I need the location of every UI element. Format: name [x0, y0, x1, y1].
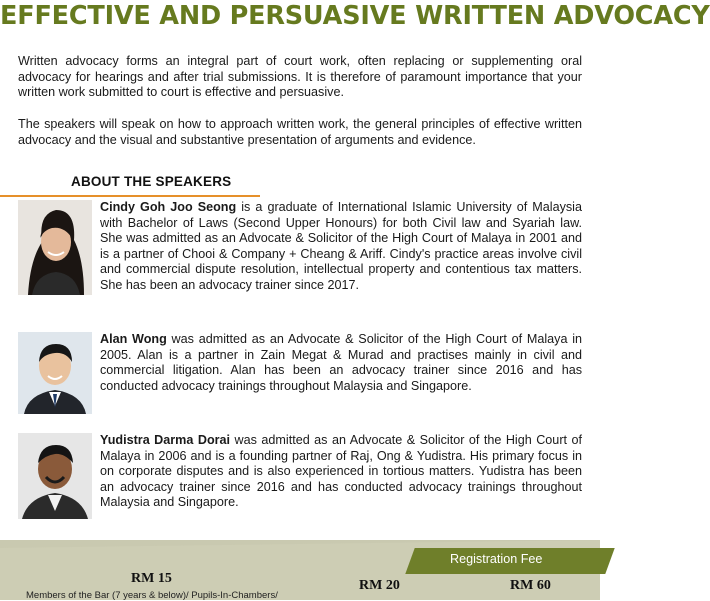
speaker-name: Alan Wong: [100, 332, 167, 346]
page-title: EFFECTIVE AND PERSUASIVE WRITTEN ADVOCACY: [0, 1, 710, 31]
speaker-card: [18, 200, 582, 312]
speaker-card: [18, 332, 582, 414]
speaker-bio: is a graduate of International Islamic University of Malaysia with Bachelor of Laws (Second Upper Honours) for both Civil law and Syariah law. She was admitted as an Advocate & Solicitor of the High Court of Malaya in 2001 and is a partner of Chooi & Company + Cheang & Ariff. Cindy's practice areas involve civil and commercial dispute resolution, intellectual property and contentious tax matters. She has been an advocacy trainer since 2017.: [100, 200, 582, 292]
fee-description: Members of the Bar (7 years & below)/ Pupils-In-Chambers/: [26, 590, 278, 601]
speaker-name: Yudistra Darma Dorai: [100, 433, 231, 447]
speaker-bio: was admitted as an Advocate & Solicitor of the High Court of Malaya in 2006 and is a founding partner of Raj, Ong & Yudistra. His primary focus in on corporate disputes and is also experienced in tortious matters. Yudistra has been an advocacy trainer since 2016 and has conducted advocacy trainings throughout Malaysia and Singapore.: [100, 433, 582, 510]
section-heading-underline: [0, 171, 260, 197]
section-heading: ABOUT THE SPEAKERS: [71, 174, 232, 189]
fee-amount: RM 15: [131, 571, 172, 586]
registration-label: Registration Fee: [450, 552, 543, 566]
fee-amount: RM 20: [359, 578, 400, 593]
speaker-name: Cindy Goh Joo Seong: [100, 200, 237, 214]
speaker-photo-yudistra: [18, 433, 92, 519]
speaker-card: [18, 433, 582, 519]
speaker-photo-alan: [18, 332, 92, 414]
intro-paragraph-2: The speakers will speak on how to approach written work, the general principles of effective written advocacy and the visual and substantive presentation of arguments and evidence.: [18, 117, 582, 147]
speaker-bio: was admitted as an Advocate & Solicitor of the High Court of Malaya in 2005. Alan is a partner in Zain Megat & Murad and practises mainly in civil and commercial litigation. Alan has been an advocacy trainer since 2016 and has conducted advocacy trainings throughout Malaysia and Singapore.: [100, 332, 583, 393]
intro-paragraph-1: Written advocacy forms an integral part of court work, often replacing or supplementing oral advocacy for hearings and after trial submissions. It is therefore of paramount importance that your written work submitted to court is effective and persuasive.: [18, 54, 582, 99]
fee-amount: RM 60: [510, 578, 551, 593]
speaker-photo-cindy: [18, 200, 92, 295]
